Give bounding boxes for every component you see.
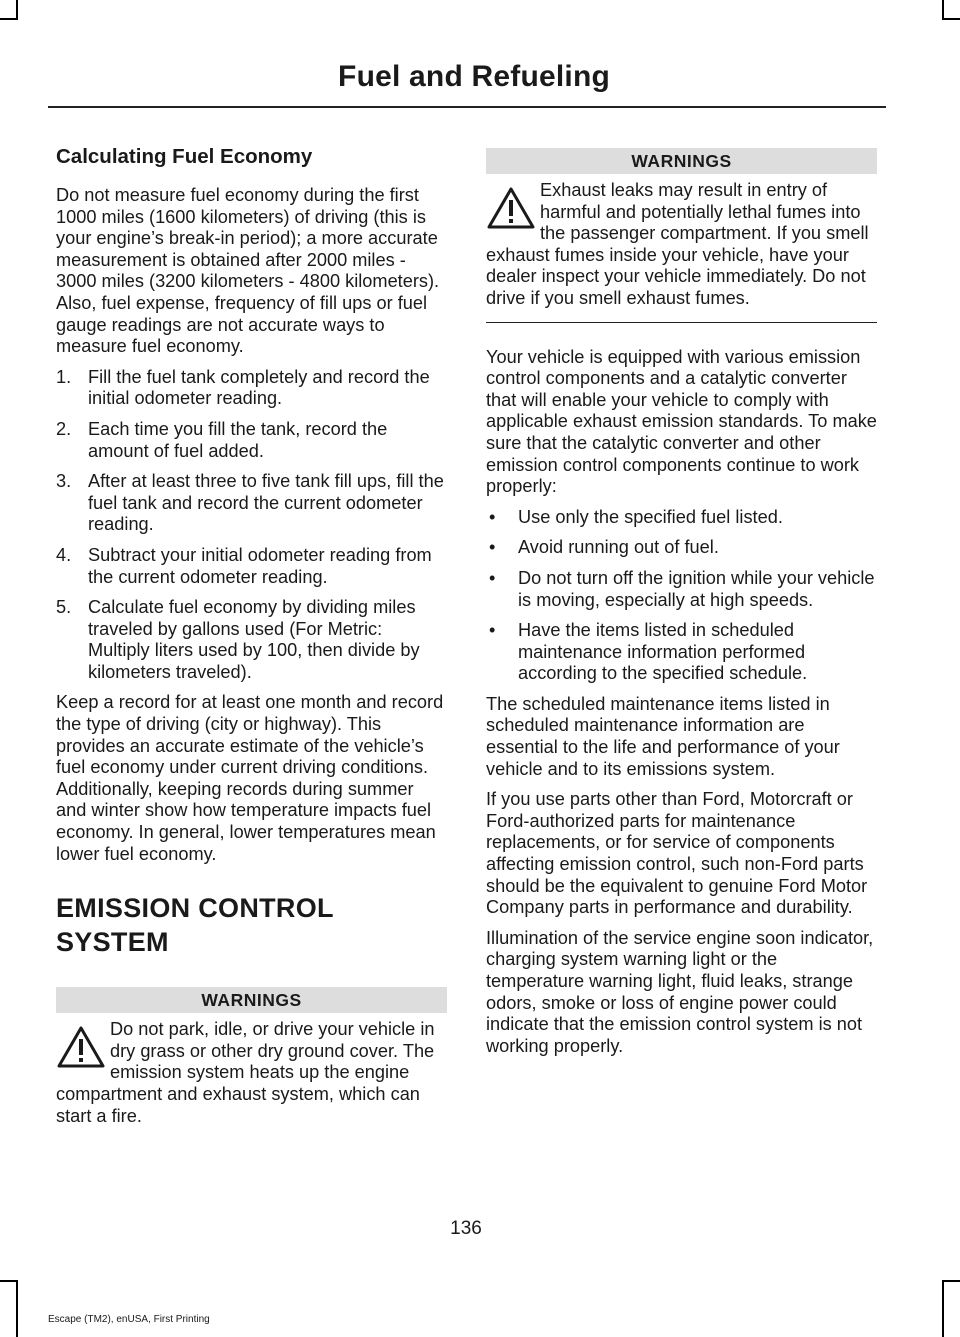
right-column [486,148,877,1066]
emission-paragraph: Your vehicle is equipped with various emission control components and a catalytic converter that will enable your vehicle to comply with applicable exhaust emission standards. To make sure that the catalytic converter and other emission control components continue to work properly: [486,346,877,497]
step-number: 5. [56,597,72,618]
step-text: Subtract your initial odometer reading from the current odometer reading. [88,544,432,587]
illumination-paragraph: Illumination of the service engine soon indicator, charging system warning light or the temperature warning light, fluid leaks, strange odors, smoke or loss of engine power could indicate that the emission control system is not working properly. [486,927,874,1056]
crop-mark [0,18,18,20]
crop-mark [942,18,960,20]
list-item [486,620,877,685]
list-item [486,507,877,529]
bullet-glyph: • [489,620,496,641]
crop-mark [942,1280,944,1337]
page-number: 136 [450,1218,482,1239]
step-number: 4. [56,544,72,565]
list-item [56,367,447,410]
list-item [56,471,447,536]
maintenance-bullets [486,507,877,685]
list-item [486,568,877,611]
page-header-title: Fuel and Refueling [338,60,610,93]
bullet-text: Do not turn off the ignition while your vehicle is moving, especially at high speeds. [518,567,875,610]
warning-triangle-icon [56,1025,106,1069]
bullet-text: Have the items listed in scheduled maintenance information performed according to the specified schedule. [518,620,808,684]
header-rule [48,106,886,108]
warning-block [486,180,877,310]
subheading-fuel-economy: Calculating Fuel Economy [56,145,313,168]
left-column [56,143,447,1127]
warning-block [56,1019,447,1127]
bullet-glyph: • [489,506,496,527]
bullet-text: Use only the specified fuel listed. [518,506,783,527]
step-text: After at least three to five tank fill ups, fill the fuel tank and record the current odometer reading. [88,471,444,535]
warning-triangle-icon [486,186,536,230]
step-text: Each time you fill the tank, record the amount of fuel added. [88,418,388,461]
crop-mark [16,1280,18,1337]
bullet-glyph: • [489,537,496,558]
list-item [56,419,447,462]
maintenance-paragraph: The scheduled maintenance items listed in scheduled maintenance information are essential to the life and performance of your vehicle and to its emissions system. [486,693,840,779]
list-item [486,537,877,559]
parts-paragraph: If you use parts other than Ford, Motorcraft or Ford-authorized parts for maintenance replacements, or for service of components affecting emission control, such non-Ford parts should be the equivalent to genuine Ford Motor Company parts in performance and durability. [486,789,868,918]
step-number: 2. [56,418,72,439]
step-number: 1. [56,366,72,387]
record-paragraph: Keep a record for at least one month and record the type of driving (city or highway). This provides an accurate estimate of the vehicle’s fuel economy under current driving conditions. Additionally, keeping records during summer and winter show how temperature impacts fuel economy. In general, lower temperatures mean lower fuel economy. [56,692,444,864]
warning-divider [486,322,877,323]
intro-paragraph: Do not measure fuel economy during the first 1000 miles (1600 kilometers) of driving (this is your engine’s break-in period); a more accurate measurement is obtained after 2000 miles - 3000 miles (3200 kilometers - 4800 kilometers). Also, fuel expense, frequency of fill ups or fuel gauge readings are not accurate ways to measure fuel economy. [56,185,440,357]
steps-list [56,367,447,684]
warnings-header: WARNINGS [486,148,877,174]
list-item [56,545,447,588]
footer-text: Escape (TM2), enUSA, First Printing [48,1314,210,1325]
step-text: Fill the fuel tank completely and record the initial odometer reading. [88,366,430,409]
crop-mark [942,1280,960,1282]
list-item [56,597,447,683]
crop-mark [942,0,944,18]
warning-text: Exhaust leaks may result in entry of harmful and potentially lethal fumes into the passenger compartment. If you smell exhaust fumes inside your vehicle, have your dealer inspect your vehicle immediately. Do not drive if you smell exhaust fumes. [486,180,869,308]
warnings-header: WARNINGS [56,987,447,1013]
crop-mark [16,0,18,18]
bullet-text: Avoid running out of fuel. [518,537,719,558]
warning-text: Do not park, idle, or drive your vehicle in dry grass or other dry ground cover. The emission system heats up the engine compartment and exhaust system, which can start a fire. [56,1019,435,1126]
section-heading-emission: EMISSION CONTROL SYSTEM [56,893,334,958]
step-text: Calculate fuel economy by dividing miles traveled by gallons used (For Metric: Multiply liters used by 100, then divide by kilometers traveled). [88,597,420,682]
bullet-glyph: • [489,567,496,588]
step-number: 3. [56,471,72,492]
